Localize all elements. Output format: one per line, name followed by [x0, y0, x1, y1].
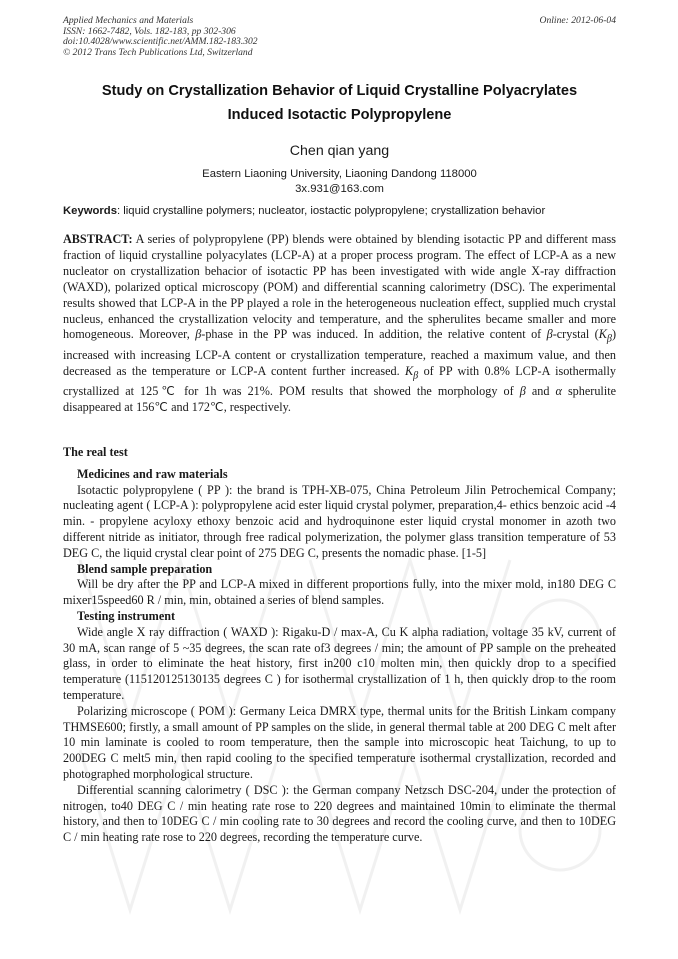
subsection-heading: Medicines and raw materials — [77, 466, 228, 481]
beta-symbol: β — [195, 327, 202, 342]
title-line-2: Induced Isotactic Polypropylene — [227, 107, 452, 123]
k-letter: K — [405, 363, 414, 378]
abstract-text-1: A series of polypropylene (PP) blends were obtained by blending isotactic PP and different mass fraction of liquid crystalline polyacylates (LCP-A) at a proper process program. The effect of LCP-A as a new nucleator on crystallization behacior of isotactic PP has been investigated with wide angle X-ray diffraction (WAXD), polarized optical microscopy (POM) and differential scanning calorimetry (DSC). The experimental results showed that LCP-A in the PP played a role in the heterogeneous nucleation effect, supplied much crystal nucleus, enhanced the crystallization velocity and temperature, and the spherulites became smaller and more homogeneous. Moreover, — [63, 232, 616, 342]
journal-header — [63, 16, 616, 58]
beta-symbol: β — [519, 384, 526, 399]
beta-symbol: β — [546, 327, 553, 342]
keywords-label: Keywords — [63, 205, 117, 217]
abstract-text-7: spherulite disappeared at 156℃ and 172℃, respectively. — [63, 384, 616, 414]
author-name: Chen qian yang — [289, 143, 390, 159]
alpha-symbol: α — [555, 384, 562, 399]
abstract-text-3: -crystal ( — [552, 327, 599, 342]
body-paragraph: Differential scanning calorimetry ( DSC ): the German company Netzsch DSC-204, under the protection of nitrogen, to40 DEG C / min heating rate rose to 220 degrees and maintained 10min to eliminate the thermal history, and then to 10DEG C / min cooling rate to 30 degrees and record the cooling curve, and then to 10DEG C / min heating rate rose to 220 degrees, recording the temperature curve. — [63, 782, 616, 845]
subsection-heading: Blend sample preparation — [77, 561, 213, 576]
k-letter: K — [598, 327, 607, 342]
abstract-text-5: of PP with 0.8% LCP-A isothermally crystallized at 125℃ for 1h was 21%. POM results that showed the morphology of — [63, 363, 616, 399]
doi-line: doi:10.4028/www.scientific.net/AMM.182-183.302 — [63, 36, 258, 48]
online-date: Online: 2012-06-04 — [539, 15, 616, 26]
author-email: 3x.931@163.com — [295, 183, 384, 195]
paper-title — [63, 79, 616, 127]
abstract — [63, 232, 616, 416]
keywords — [63, 204, 616, 219]
issn-line: ISSN: 1662-7482, Vols. 182-183, pp 302-306 — [63, 25, 236, 37]
body-paragraph: Will be dry after the PP and LCP-A mixed in different proportions fully, into the mixer mold, in180 DEG C mixer15speed60 R / min, min, obtained a series of blend samples. — [63, 577, 616, 608]
k-beta-symbol — [598, 327, 612, 345]
author-affiliation — [63, 167, 616, 197]
beta-subscript: β — [606, 333, 612, 345]
copyright-line: © 2012 Trans Tech Publications Ltd, Switzerland — [63, 46, 253, 58]
abstract-label: ABSTRACT: — [63, 232, 133, 246]
beta-subscript: β — [413, 370, 419, 382]
subsection-heading: Testing instrument — [77, 608, 176, 623]
section-heading: The real test — [63, 445, 128, 459]
body-paragraph: Wide angle X ray diffraction ( WAXD ): Rigaku-D / max-A, Cu K alpha radiation, voltage 35 kV, current of 30 mA, scan range of 5 ~35 degrees, the scan rate of3 degrees / min; the amount of PP sample on the preheated glass, in order to eliminate the heat history, first in200 c10 molten min, then quickly drop to a specified temperature (115120125130135 degrees C ) for isothermal crystallization of 1 h, then quickly drop to the room temperature. — [63, 624, 616, 702]
abstract-text-6: and — [525, 384, 556, 399]
affiliation-line: Eastern Liaoning University, Liaoning Dandong 118000 — [202, 168, 477, 180]
k-beta-symbol — [405, 363, 419, 382]
main-body — [63, 445, 616, 846]
body-paragraph: Isotactic polypropylene ( PP ): the brand is TPH-XB-075, China Petroleum Jilin Petrochemical Company; nucleating agent ( LCP-A ): polypropylene acid ester liquid crystal polymer, preparation,4- ethics benzoic acid -4 min. - propylene acyloxy ethoxy benzoic acid and hydroquinone ester liquid crystal monomer in azoth two different nitride as initiator, through free radical polymerization, the polymer glass transition temperature of 53 DEG C, the liquid crystal clear point of 275 DEG C, presents the nomadic phase. [1-5] — [63, 482, 616, 560]
keywords-text: : liquid crystalline polymers; nucleator, iostactic polypropylene; crystallization behavior — [117, 205, 546, 217]
abstract-text-4: ) increased with increasing LCP-A content or crystallization temperature, reached a maximum value, and then decreased as the temperature or LCP-A content further increased. — [63, 327, 616, 378]
journal-name: Applied Mechanics and Materials — [63, 15, 194, 26]
body-paragraph: Polarizing microscope ( POM ): Germany Leica DMRX type, thermal units for the British Linkam company THMSE600; firstly, a small amount of PP samples on the slide, in general thermal table at 200 DEG C melt after 10 min laminate is cooled to room temperature, then the sample into microscopic heat Taichung, to up to 200DEG C melt5 min, then rapid cooling to the specified temperature isothermal crystallization, recorded and photographed morphological structure. — [63, 703, 616, 781]
title-line-1: Study on Crystallization Behavior of Liquid Crystalline Polyacrylates — [101, 83, 578, 99]
abstract-text-2: -phase in the PP was induced. In addition, the relative content of — [201, 327, 547, 342]
